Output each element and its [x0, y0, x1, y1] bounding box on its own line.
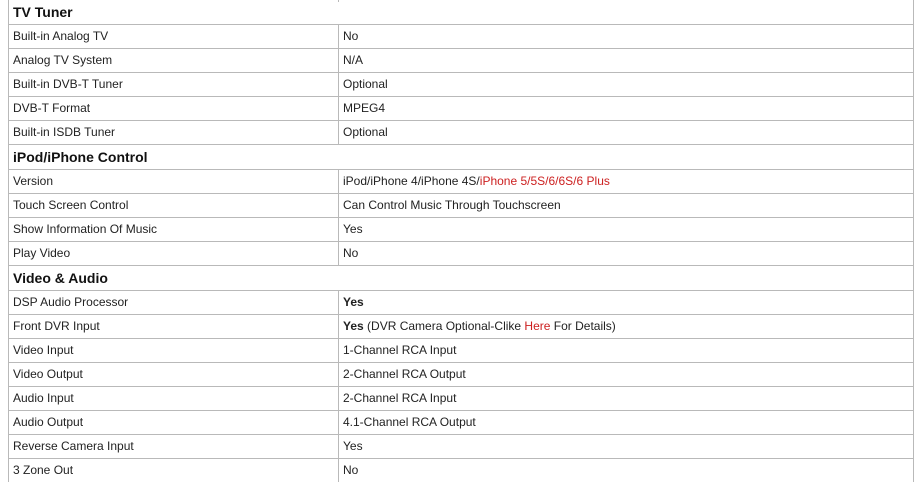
spec-value: Yes [339, 291, 914, 315]
spec-label: Version [9, 170, 339, 194]
spec-label: Reverse Camera Input [9, 435, 339, 459]
spec-table [8, 0, 914, 482]
section-title: Video & Audio [9, 266, 914, 291]
spec-label: Play Video [9, 242, 339, 266]
value-prefix: iPod/iPhone 4/iPhone 4S/ [343, 174, 480, 188]
spec-label: Front DVR Input [9, 315, 339, 339]
spec-label: Video Output [9, 363, 339, 387]
spec-label: Audio Output [9, 411, 339, 435]
table-row [9, 121, 914, 145]
table-row [9, 339, 914, 363]
spec-value: 1-Channel RCA Input [339, 339, 914, 363]
table-row [9, 242, 914, 266]
section-header-video-audio [9, 266, 914, 291]
table-row [9, 194, 914, 218]
table-row [9, 97, 914, 121]
spec-value: No [339, 242, 914, 266]
spec-value: 2-Channel RCA Input [339, 387, 914, 411]
spec-label: Built-in DVB-T Tuner [9, 73, 339, 97]
table-row [9, 387, 914, 411]
section-title: TV Tuner [9, 0, 914, 25]
spec-label: Show Information Of Music [9, 218, 339, 242]
spec-value: N/A [339, 49, 914, 73]
table-row [9, 73, 914, 97]
spec-label: 3 Zone Out [9, 459, 339, 482]
spec-value: 2-Channel RCA Output [339, 363, 914, 387]
spec-label: Audio Input [9, 387, 339, 411]
table-row [9, 363, 914, 387]
value-highlight: iPhone 5/5S/6/6S/6 Plus [479, 174, 610, 188]
table-row [9, 291, 914, 315]
value-mid: (DVR Camera Optional-Clike [363, 319, 525, 333]
spec-value: Yes [339, 435, 914, 459]
table-row [9, 49, 914, 73]
spec-value: MPEG4 [339, 97, 914, 121]
table-row [9, 170, 914, 194]
spec-value: No [339, 459, 914, 482]
spec-label: Touch Screen Control [9, 194, 339, 218]
spec-value: Optional [339, 121, 914, 145]
table-row [9, 25, 914, 49]
section-header-ipod [9, 145, 914, 170]
table-row [9, 435, 914, 459]
spec-value: Yes [339, 218, 914, 242]
value-end: For Details) [550, 319, 616, 333]
spec-value [339, 170, 914, 194]
value-bold: Yes [343, 319, 364, 333]
spec-label: DSP Audio Processor [9, 291, 339, 315]
here-link[interactable]: Here [524, 319, 551, 333]
section-title: iPod/iPhone Control [9, 145, 914, 170]
section-header-tv-tuner [9, 0, 914, 25]
table-row [9, 218, 914, 242]
table-row [9, 459, 914, 482]
table-row [9, 315, 914, 339]
spec-value: Can Control Music Through Touchscreen [339, 194, 914, 218]
spec-value: No [339, 25, 914, 49]
spec-value: Optional [339, 73, 914, 97]
spec-value [339, 315, 914, 339]
spec-value: 4.1-Channel RCA Output [339, 411, 914, 435]
spec-label: Built-in Analog TV [9, 25, 339, 49]
table-row [9, 411, 914, 435]
spec-label: Analog TV System [9, 49, 339, 73]
spec-label: DVB-T Format [9, 97, 339, 121]
spec-label: Video Input [9, 339, 339, 363]
spec-label: Built-in ISDB Tuner [9, 121, 339, 145]
